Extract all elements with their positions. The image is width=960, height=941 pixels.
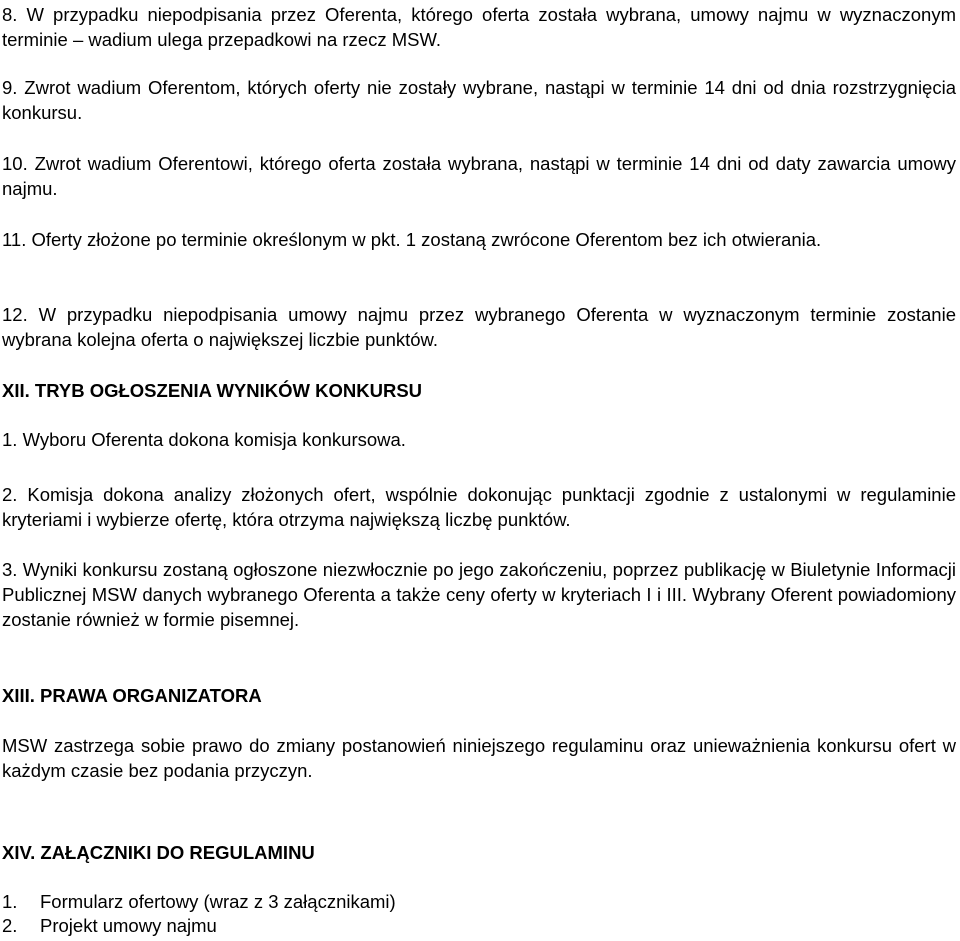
attachment-text: Formularz ofertowy (wraz z 3 załącznikami) bbox=[40, 891, 396, 912]
section-xiii-heading: XIII. PRAWA ORGANIZATORA bbox=[2, 685, 262, 706]
section-xiv-heading: XIV. ZAŁĄCZNIKI DO REGULAMINU bbox=[2, 842, 315, 863]
paragraph-9: 9. Zwrot wadium Oferentom, których oferty nie zostały wybrane, nastąpi w terminie 14 dni od dnia rozstrzygnięcia konkursu. bbox=[2, 77, 956, 123]
attachment-number: 1. bbox=[2, 891, 18, 912]
paragraph-10: 10. Zwrot wadium Oferentowi, którego oferta została wybrana, nastąpi w terminie 14 dni od daty zawarcia umowy najmu. bbox=[2, 153, 956, 199]
attachment-item-1 bbox=[2, 889, 702, 914]
section-xii-item-2: 2. Komisja dokona analizy złożonych ofert, wspólnie dokonując punktacji zgodnie z ustalonymi w regulaminie kryteriami i wybierze ofertę, która otrzyma największą liczbę punktów. bbox=[2, 484, 956, 530]
paragraph-11: 11. Oferty złożone po terminie określonym w pkt. 1 zostaną zwrócone Oferentom bez ich otwierania. bbox=[2, 229, 822, 250]
paragraph-8: 8. W przypadku niepodpisania przez Oferenta, którego oferta została wybrana, umowy najmu w wyznaczonym terminie – wadium ulega przepadkowi na rzecz MSW. bbox=[2, 4, 956, 50]
section-xii-heading: XII. TRYB OGŁOSZENIA WYNIKÓW KONKURSU bbox=[2, 380, 423, 401]
attachment-number: 2. bbox=[2, 915, 18, 936]
section-xii-item-1: 1. Wyboru Oferenta dokona komisja konkursowa. bbox=[2, 429, 406, 450]
paragraph-12: 12. W przypadku niepodpisania umowy najmu przez wybranego Oferenta w wyznaczonym terminie zostanie wybrana kolejna oferta o największej liczbie punktów. bbox=[2, 304, 956, 350]
section-xiii-text: MSW zastrzega sobie prawo do zmiany postanowień niniejszego regulaminu oraz unieważnienia konkursu ofert w każdym czasie bez podania przyczyn. bbox=[2, 735, 956, 781]
attachment-item-2 bbox=[2, 913, 702, 938]
section-xii-item-3: 3. Wyniki konkursu zostaną ogłoszone niezwłocznie po jego zakończeniu, poprzez publikację w Biuletynie Informacji Publicznej MSW danych wybranego Oferenta a także ceny oferty w kryteriach I i III. Wybrany Oferent powiadomiony zostanie również w formie pisemnej. bbox=[2, 559, 956, 630]
attachment-text: Projekt umowy najmu bbox=[40, 915, 217, 936]
